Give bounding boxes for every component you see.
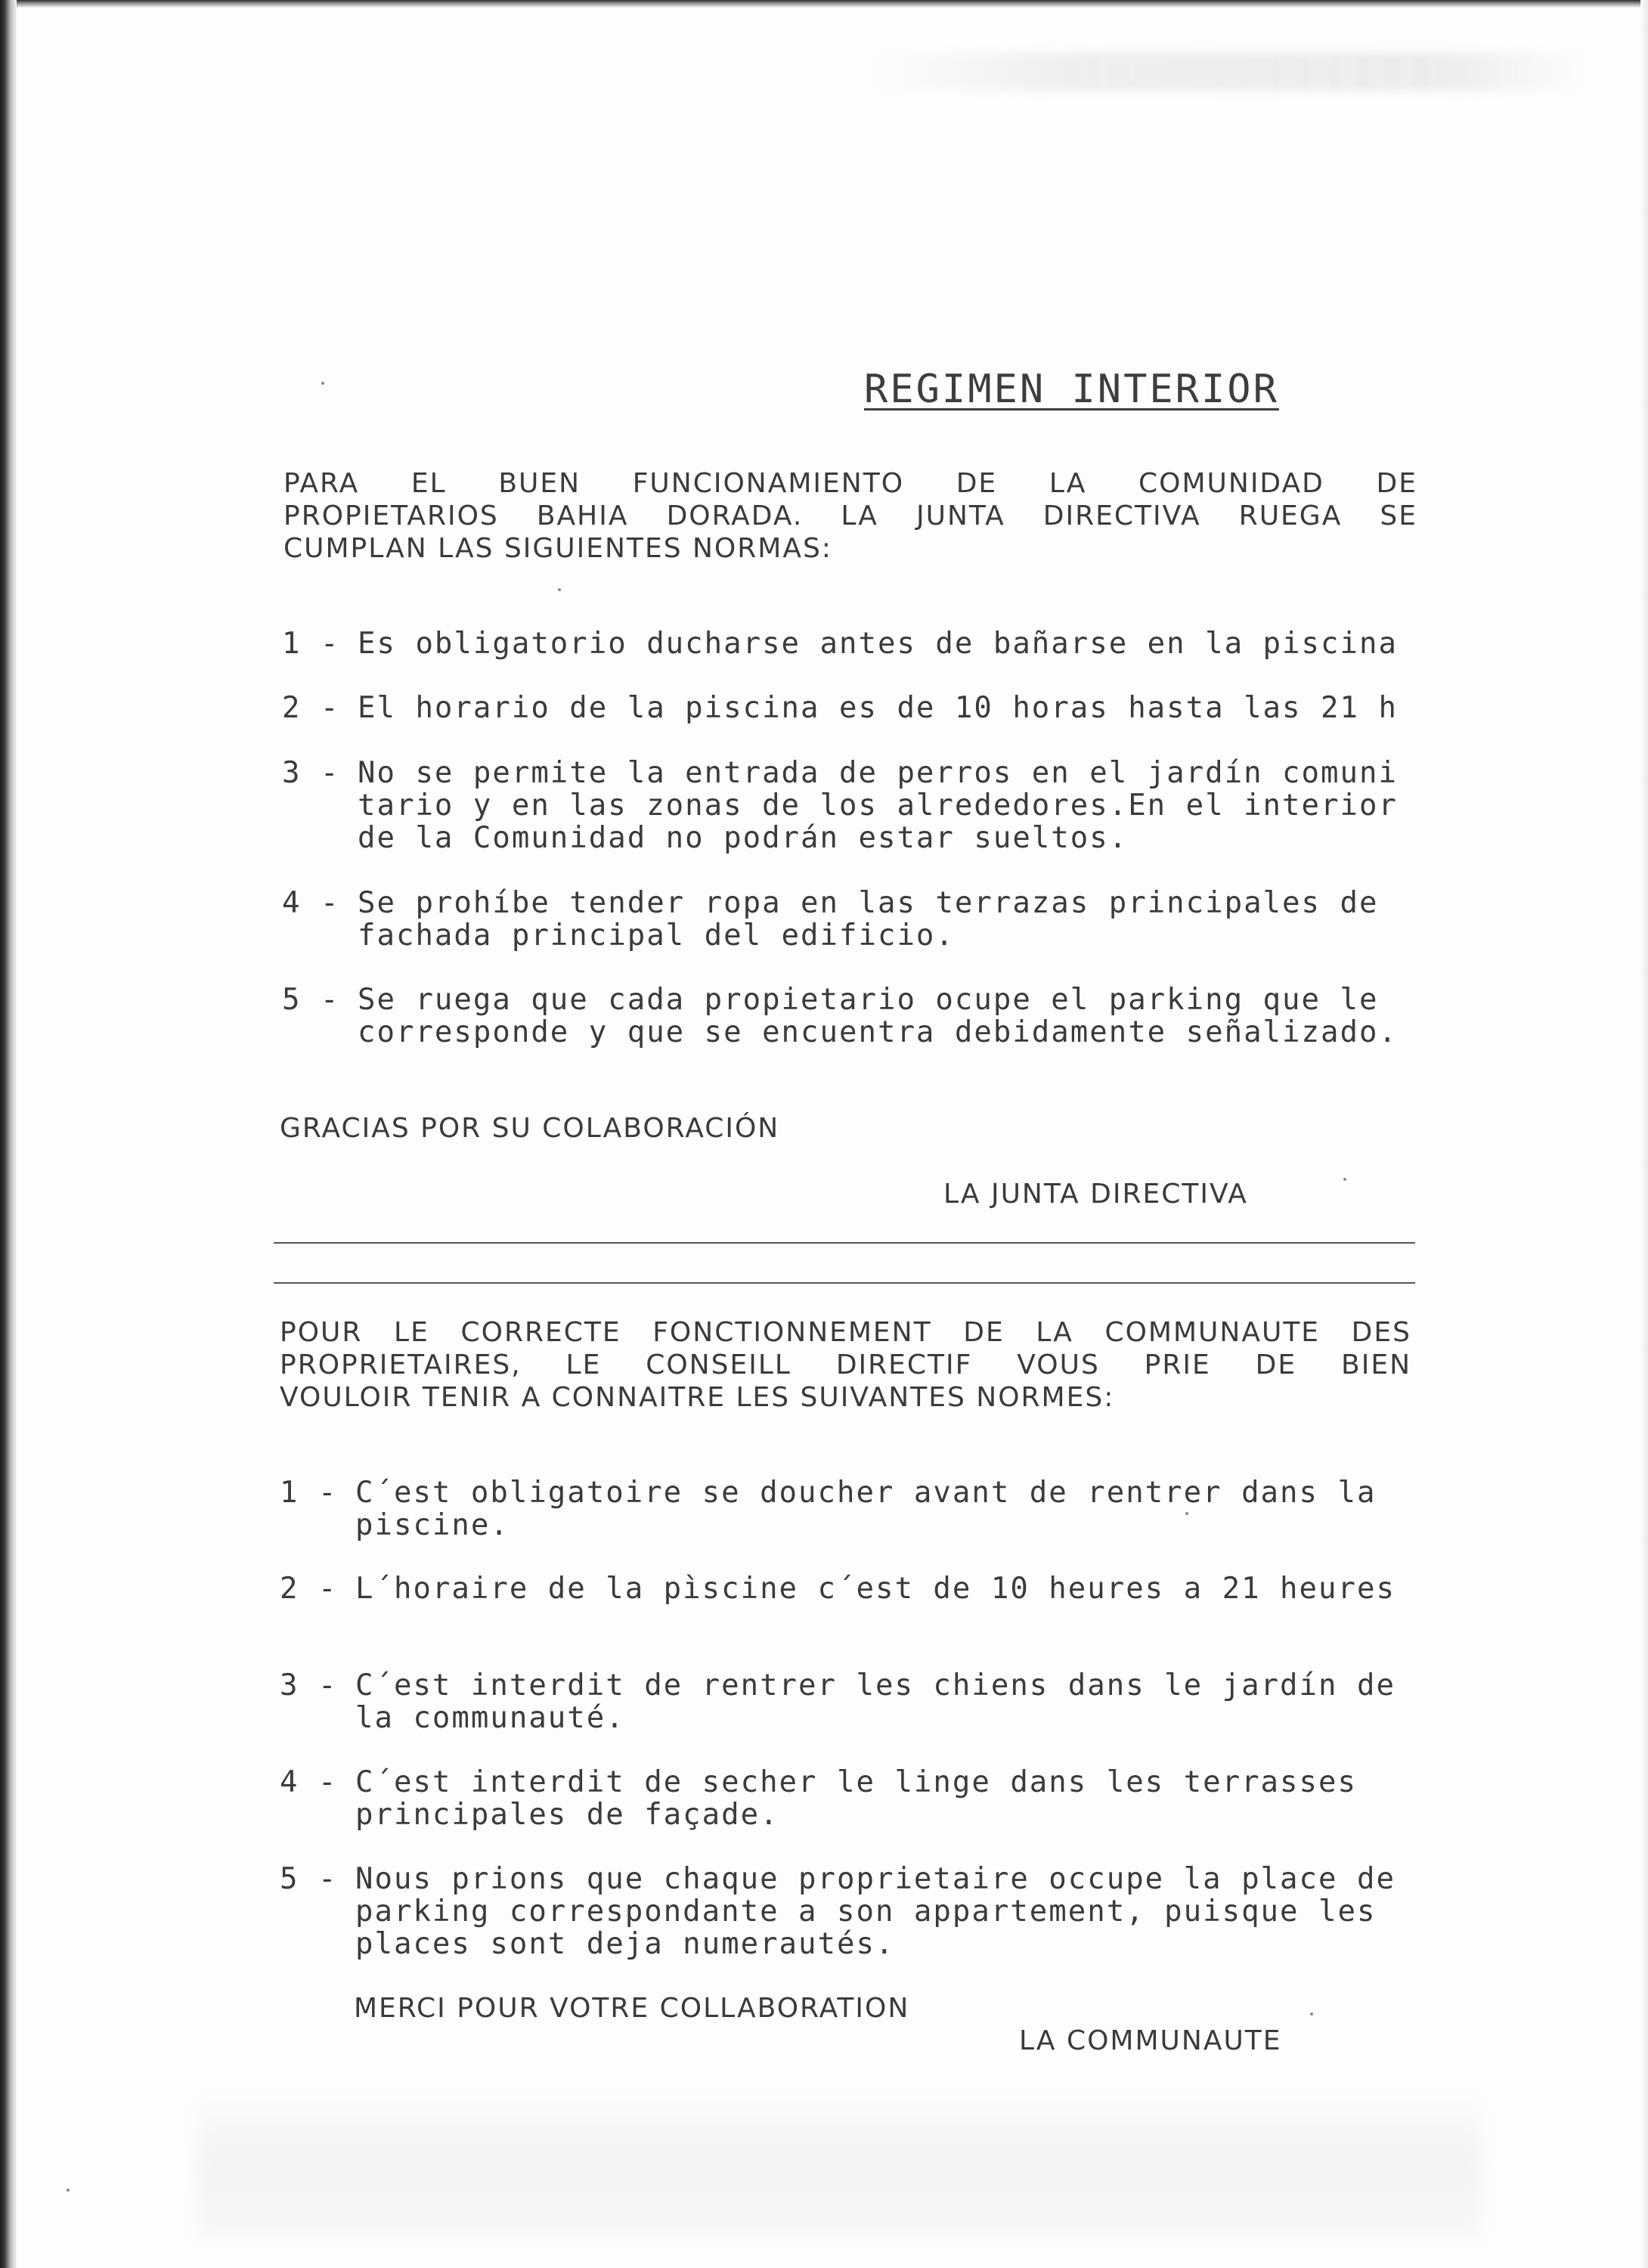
rule-text: C´est interdit de secher le linge dans les terrasses — [355, 1765, 1357, 1799]
rule-text: Se prohíbe tender ropa en las terrazas principales de — [358, 886, 1379, 920]
separator-line — [274, 1282, 1415, 1284]
french-rule-1 — [280, 1476, 1376, 1541]
spanish-intro-line: PROPIETARIOS BAHIA DORADA. LA JUNTA DIRECTIVA RUEGA SE — [283, 500, 1417, 531]
scan-speck — [321, 382, 324, 385]
rule-text: C´est obligatoire se doucher avant de rentrer dans la — [355, 1476, 1377, 1510]
rule-text-continued: principales de façade. — [355, 1798, 779, 1832]
rule-number: 4 - — [280, 1765, 338, 1799]
rule-text-continued: parking correspondante a son appartement, puisque les — [355, 1895, 1377, 1929]
rule-number: 3 - — [280, 1668, 338, 1703]
rule-text: C´est interdit de rentrer les chiens dans le jardín de — [355, 1668, 1396, 1703]
rule-text: Es obligatorio ducharse antes de bañarse en la piscina — [358, 627, 1398, 661]
rule-text: Se ruega que cada propietario ocupe el parking que le — [358, 983, 1379, 1017]
rule-text-continued: piscine. — [355, 1508, 510, 1542]
rule-text: Nous prions que chaque proprietaire occupe la place de — [355, 1862, 1396, 1896]
rule-text-continued: places sont deja numerautés. — [355, 1927, 895, 1961]
spanish-rule-4 — [282, 887, 1378, 952]
spanish-intro-line: PARA EL BUEN FUNCIONAMIENTO DE LA COMUNIDAD DE — [283, 468, 1417, 499]
rule-number: 2 - — [282, 691, 340, 725]
french-intro-line: PROPRIETAIRES, LE CONSEILL DIRECTIF VOUS PRIE DE BIEN — [280, 1349, 1411, 1380]
rule-number: 1 - — [282, 627, 340, 661]
rule-text: L´horaire de la pìscine c´est de 10 heures a 21 heures — [355, 1572, 1396, 1606]
french-thanks: MERCI POUR VOTRE COLLABORATION — [354, 1993, 910, 2024]
scan-right-edge — [1640, 0, 1648, 2268]
scan-speck — [1310, 2012, 1313, 2015]
spanish-thanks: GRACIAS POR SU COLABORACIÓN — [280, 1113, 780, 1144]
french-rule-5 — [280, 1863, 1396, 1960]
rule-text-continued: la communauté. — [355, 1701, 625, 1735]
french-intro-last-line: VOULOIR TENIR A CONNAITRE LES SUIVANTES NORMES: — [280, 1382, 1115, 1413]
scan-left-edge — [0, 0, 17, 2268]
rule-text: El horario de la piscina es de 10 horas hasta las 21 h — [358, 691, 1398, 725]
scan-top-edge — [0, 0, 1648, 8]
french-rule-3 — [280, 1669, 1396, 1734]
rule-text: No se permite la entrada de perros en el jardín comuni — [358, 756, 1398, 790]
rule-text-continued: fachada principal del edificio. — [358, 919, 955, 953]
rule-number: 1 - — [280, 1476, 338, 1510]
rule-text-continued: de la Comunidad no podrán estar sueltos. — [358, 821, 1129, 855]
rule-number: 4 - — [282, 886, 340, 920]
french-signature: LA COMMUNAUTE — [1019, 2025, 1282, 2056]
rule-number: 2 - — [280, 1572, 338, 1606]
french-rule-4 — [280, 1766, 1357, 1831]
scan-speck — [558, 588, 561, 591]
document-title: REGIMEN INTERIOR — [864, 367, 1279, 412]
rule-number: 3 - — [282, 756, 340, 790]
spanish-intro-last-line: CUMPLAN LAS SIGUIENTES NORMAS: — [283, 533, 832, 564]
separator-line — [274, 1242, 1415, 1244]
french-rule-2 — [280, 1572, 1396, 1605]
scan-speck — [67, 2189, 70, 2192]
scan-speck — [1343, 1178, 1346, 1181]
spanish-rule-5 — [282, 984, 1398, 1049]
spanish-signature: LA JUNTA DIRECTIVA — [943, 1179, 1248, 1210]
rule-number: 5 - — [282, 983, 340, 1017]
french-intro-line: POUR LE CORRECTE FONCTIONNEMENT DE LA COMMUNAUTE DES — [280, 1317, 1411, 1348]
spanish-intro — [283, 467, 1417, 532]
spanish-rule-2 — [282, 692, 1398, 724]
scan-smudge-top — [869, 53, 1588, 91]
spanish-rule-3 — [282, 757, 1398, 854]
scan-smudge-bottom — [197, 2087, 1482, 2238]
rule-number: 5 - — [280, 1862, 338, 1896]
rule-text-continued: corresponde y que se encuentra debidamente señalizado. — [358, 1015, 1398, 1049]
spanish-rule-1 — [282, 627, 1398, 660]
french-intro — [280, 1316, 1411, 1381]
rule-text-continued: tario y en las zonas de los alrededores.En el interior — [358, 789, 1398, 823]
